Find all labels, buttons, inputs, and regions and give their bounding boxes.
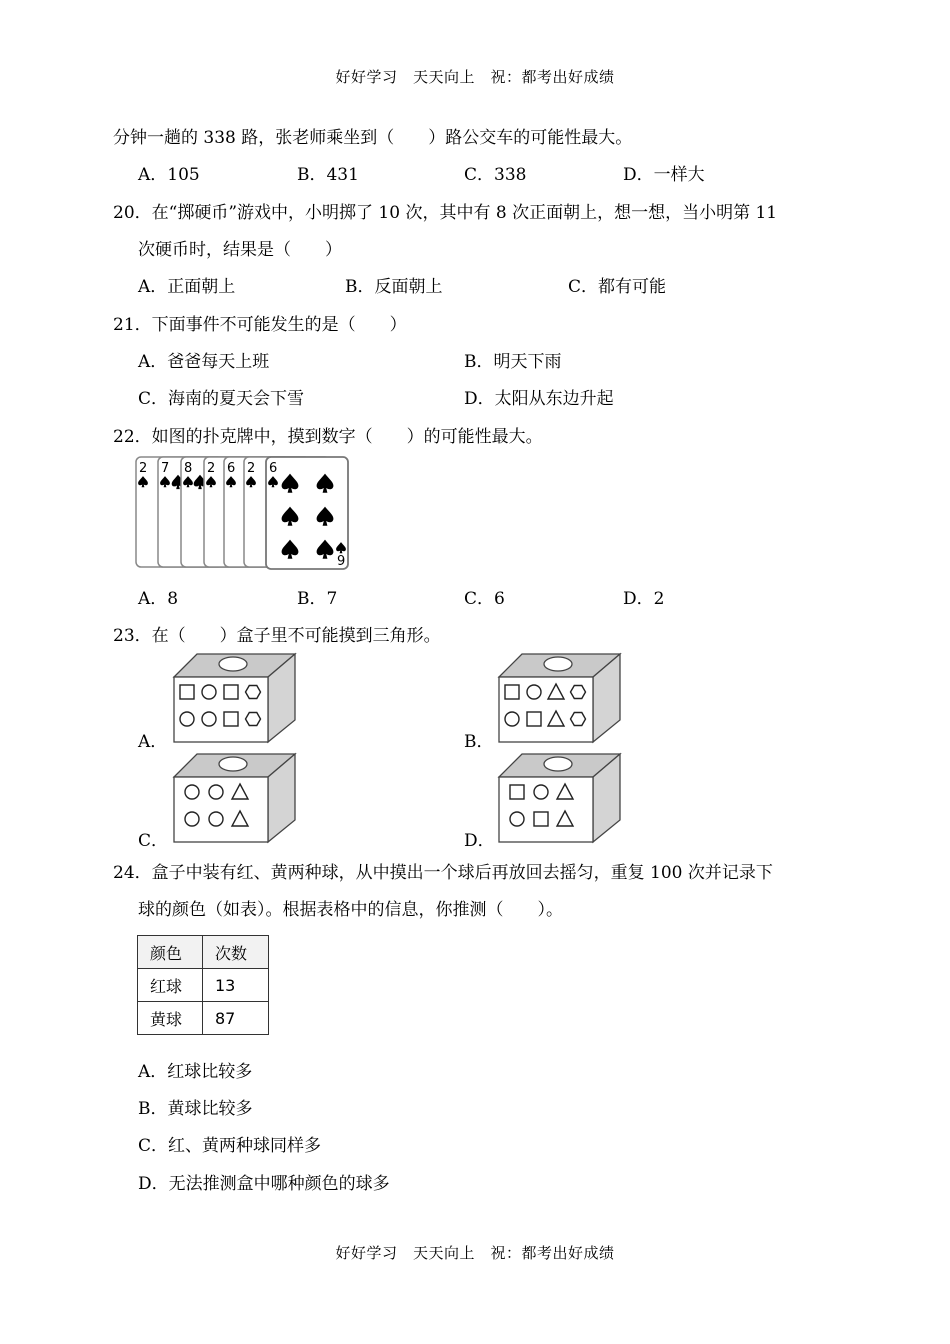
- shape-box-d: [497, 752, 622, 844]
- table-header-row: [138, 936, 269, 969]
- circle-shape: [209, 785, 223, 799]
- q22-option-b[interactable]: B．7: [297, 589, 338, 609]
- hexagon-shape: [571, 686, 586, 699]
- q19-stem: 分钟一趟的 338 路，张老师乘坐到（ ）路公交车的可能性最大。: [113, 128, 633, 148]
- q20-option-a[interactable]: A．正面朝上: [138, 277, 236, 297]
- table-header-count: 次数: [203, 936, 269, 969]
- circle-shape: [505, 712, 519, 726]
- table-row: [138, 969, 269, 1002]
- hexagon-shape: [246, 713, 261, 726]
- circle-shape: [209, 812, 223, 826]
- q23-option-a[interactable]: A．: [138, 732, 168, 752]
- hexagon-shape: [571, 713, 586, 726]
- card-rank: 2: [247, 461, 256, 476]
- square-shape: [510, 785, 524, 799]
- box-opening: [544, 657, 572, 671]
- page-header: 好好学习 天天向上 祝：都考出好成绩: [335, 68, 615, 86]
- q24-option-d[interactable]: D．无法推测盒中哪种颜色的球多: [138, 1174, 390, 1194]
- q22-option-a[interactable]: A．8: [138, 589, 179, 609]
- table-row: [138, 1002, 269, 1035]
- q23-option-b[interactable]: B．: [464, 732, 494, 752]
- circle-shape: [527, 685, 541, 699]
- q24-stem-line2: 球的颜色（如表）。根据表格中的信息，你推测（ ）。: [138, 900, 563, 920]
- table-cell-count: 13: [203, 969, 269, 1002]
- q21-option-a[interactable]: A．爸爸每天上班: [138, 352, 270, 372]
- circle-shape: [202, 685, 216, 699]
- q19-option-d[interactable]: D．一样大: [623, 165, 705, 185]
- circle-shape: [185, 785, 199, 799]
- card-rank: 6: [227, 461, 236, 476]
- shape-box-b: [497, 652, 622, 744]
- q19-option-c[interactable]: C．338: [464, 165, 527, 185]
- square-shape: [534, 812, 548, 826]
- ball-count-table: [137, 935, 269, 1035]
- square-shape: [527, 712, 541, 726]
- q21-option-c[interactable]: C．海南的夏天会下雪: [138, 389, 305, 409]
- q22-stem: 22．如图的扑克牌中，摸到数字（ ）的可能性最大。: [113, 427, 543, 447]
- shape-box-c: [172, 752, 297, 844]
- card-rank: 2: [207, 461, 216, 476]
- circle-shape: [510, 812, 524, 826]
- table-cell-color: 黄球: [138, 1002, 203, 1035]
- circle-shape: [180, 712, 194, 726]
- hexagon-shape: [246, 686, 261, 699]
- q19-option-b[interactable]: B．431: [297, 165, 359, 185]
- q20-stem-line1: 20．在“掷硬币”游戏中，小明掷了 10 次，其中有 8 次正面朝上，想一想，当小明第 11: [113, 203, 778, 223]
- q24-option-a[interactable]: A．红球比较多: [138, 1062, 253, 1082]
- page-footer: 好好学习 天天向上 祝：都考出好成绩: [335, 1244, 615, 1262]
- card-rank: 7: [161, 461, 170, 476]
- q19-option-a[interactable]: A．105: [138, 165, 200, 185]
- q21-stem: 21．下面事件不可能发生的是（ ）: [113, 315, 407, 335]
- q22-option-c[interactable]: C．6: [464, 589, 505, 609]
- card-rank: 2: [139, 461, 148, 476]
- box-opening: [544, 757, 572, 771]
- q23-option-c[interactable]: C．: [138, 831, 169, 851]
- circle-shape: [202, 712, 216, 726]
- box-opening: [219, 757, 247, 771]
- card-rank: 8: [184, 461, 193, 476]
- square-shape: [224, 685, 238, 699]
- playing-card-front: [266, 457, 348, 569]
- card-rank: 6: [269, 461, 278, 476]
- circle-shape: [534, 785, 548, 799]
- q21-option-d[interactable]: D．太阳从东边升起: [464, 389, 614, 409]
- q24-stem-line1: 24．盒子中装有红、黄两种球，从中摸出一个球后再放回去摇匀，重复 100 次并记录下: [113, 863, 773, 883]
- q20-stem-line2: 次硬币时，结果是（ ）: [138, 240, 342, 260]
- q24-option-c[interactable]: C．红、黄两种球同样多: [138, 1136, 322, 1156]
- square-shape: [224, 712, 238, 726]
- q23-stem: 23．在（ ）盒子里不可能摸到三角形。: [113, 626, 441, 646]
- q23-option-d[interactable]: D．: [464, 831, 495, 851]
- table-cell-color: 红球: [138, 969, 203, 1002]
- q22-option-d[interactable]: D．2: [623, 589, 665, 609]
- q20-option-b[interactable]: B．反面朝上: [345, 277, 443, 297]
- q24-option-b[interactable]: B．黄球比较多: [138, 1099, 253, 1119]
- poker-cards-figure: [134, 455, 350, 573]
- table-header-color: 颜色: [138, 936, 203, 969]
- card-corner-rank: 9: [337, 554, 346, 569]
- table-cell-count: 87: [203, 1002, 269, 1035]
- box-opening: [219, 657, 247, 671]
- circle-shape: [185, 812, 199, 826]
- square-shape: [505, 685, 519, 699]
- shape-box-a: [172, 652, 297, 744]
- q21-option-b[interactable]: B．明天下雨: [464, 352, 562, 372]
- q20-option-c[interactable]: C．都有可能: [568, 277, 667, 297]
- square-shape: [180, 685, 194, 699]
